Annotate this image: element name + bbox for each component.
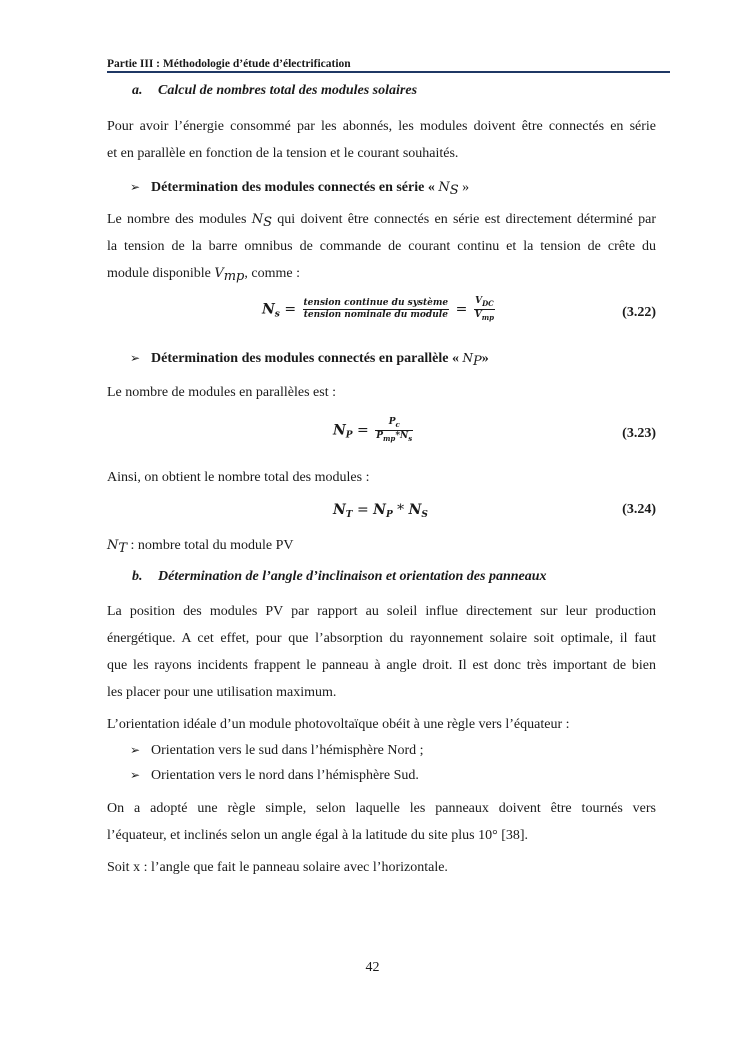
equation-number-3-24: (3.24)	[622, 502, 656, 517]
p2-l3-sub: mp	[223, 269, 245, 284]
eq322-lhs: N	[262, 301, 275, 318]
eq322-vmp-sub: mp	[481, 313, 495, 322]
paragraph-8: Soit x : l’angle que fait le panneau solaire avec l’horizontale.	[107, 860, 448, 875]
bullet-parallel	[130, 349, 489, 371]
p2-l3-sym: V	[214, 266, 224, 281]
p2-l3-b: , comme :	[244, 266, 300, 281]
eq322-equals: =	[279, 301, 301, 318]
p2-l1-sub: S	[263, 215, 273, 230]
paragraph-5-line-4: les placer pour une utilisation maximum.	[107, 685, 337, 700]
eq322-numerator-2	[474, 296, 495, 310]
bullet-parallel-symbol: N	[462, 351, 473, 365]
eq322-denominator: tension nominale du module	[303, 310, 448, 320]
bullet-orient-south-text: Orientation vers le sud dans l’hémisphère Nord ;	[151, 743, 424, 758]
eq323-ns-sub: s	[408, 434, 413, 443]
eq323-lhs: N	[333, 422, 346, 439]
equation-3-22	[262, 296, 497, 323]
equation-3-23	[333, 417, 415, 444]
eq323-fraction	[375, 417, 413, 444]
section-a-heading	[132, 83, 417, 99]
paragraph-1-line-1: Pour avoir l’énergie consommé par les abonnés, les modules doivent être connectés en série	[107, 119, 656, 134]
eq324-equals: =	[352, 502, 374, 518]
bullet-parallel-sub: P	[472, 354, 482, 369]
eq323-ns: N	[400, 431, 409, 441]
eq323-equals: =	[352, 422, 374, 439]
eq323-pmp: P	[376, 431, 383, 441]
eq324-np: N	[373, 502, 386, 518]
arrow-bullet-icon: ➢	[130, 743, 141, 757]
arrow-bullet-icon: ➢	[130, 768, 141, 782]
bullet-orient-south	[130, 741, 424, 760]
nt-sub: T	[118, 541, 128, 556]
paragraph-2-line-1	[107, 206, 656, 233]
paragraph-1	[107, 113, 656, 167]
section-b-title: Détermination de l’angle d’inclinaison et orientation des panneaux	[158, 569, 547, 584]
eq324-times: *	[392, 502, 409, 518]
equation-number-3-22: (3.22)	[622, 305, 656, 320]
p2-l1-sym: N	[251, 212, 264, 227]
page-number: 42	[365, 960, 380, 975]
paragraph-6: L’orientation idéale d’un module photovoltaïque obéit à une règle vers l’équateur :	[107, 717, 570, 732]
eq324-lhs: N	[333, 502, 346, 518]
eq322-vdc-sub: DC	[482, 299, 494, 308]
eq322-lhs-sub: s	[274, 309, 280, 320]
eq323-numerator	[375, 417, 413, 431]
bullet-serie-symbol: N	[438, 180, 450, 195]
eq322-vdc: V	[475, 296, 483, 306]
paragraph-7	[107, 795, 656, 849]
paragraph-5-line-3: que les rayons incidents frappent le panneau à angle droit. Il est donc très important de bien	[107, 658, 656, 673]
paragraph-2-line-2: la tension de la barre omnibus de commande de courant continu et la tension de crête du	[107, 239, 656, 254]
eq324-lhs-sub: T	[345, 510, 353, 520]
eq322-fraction-2	[474, 296, 495, 323]
paragraph-3: Le nombre de modules en parallèles est :	[107, 385, 336, 400]
eq323-times: *	[395, 431, 401, 441]
bullet-orient-north	[130, 766, 419, 785]
section-a-title: Calcul de nombres total des modules solaires	[158, 83, 418, 98]
section-b-heading	[132, 569, 547, 585]
eq324-np-sub: P	[385, 510, 393, 520]
p2-l1-b: qui doivent être connectés en série est directement déterminé par	[272, 212, 656, 227]
bullet-serie-text: Détermination des modules connectés en série «	[151, 180, 439, 195]
bullet-serie-sub: S	[449, 183, 459, 198]
bullet-orient-north-text: Orientation vers le nord dans l’hémisphère Sud.	[151, 768, 419, 783]
paragraph-4: Ainsi, on obtient le nombre total des modules :	[107, 470, 370, 485]
equation-3-24	[333, 502, 428, 520]
eq322-numerator: tension continue du système	[303, 298, 449, 308]
paragraph-5	[107, 598, 656, 706]
arrow-bullet-icon: ➢	[130, 351, 141, 365]
nt-definition	[107, 537, 293, 558]
paragraph-5-line-2: énergétique. A cet effet, pour que l’absorption du rayonnement solaire soit optimale, il faut	[107, 631, 656, 646]
paragraph-7-line-2: l’équateur, et inclinés selon un angle égal à la latitude du site plus 10° [38].	[107, 828, 529, 843]
bullet-serie	[130, 178, 469, 200]
nt-text: : nombre total du module PV	[127, 538, 294, 553]
p2-l1-a: Le nombre des modules	[107, 212, 252, 227]
p2-l3-a: module disponible	[107, 266, 215, 281]
eq324-ns: N	[408, 502, 422, 518]
eq323-pc-sub: c	[395, 420, 400, 429]
paragraph-7-line-1: On a adopté une règle simple, selon laquelle les panneaux doivent être tournés vers	[107, 801, 656, 816]
eq323-lhs-sub: P	[345, 430, 353, 441]
eq322-denominator-2	[474, 310, 495, 323]
page-header: Partie III : Méthodologie d’étude d’électrification	[107, 58, 351, 70]
section-b-label: b.	[132, 569, 143, 584]
paragraph-2-line-3	[107, 260, 656, 287]
section-a-label: a.	[132, 83, 143, 98]
nt-symbol: N	[107, 538, 119, 553]
arrow-bullet-icon: ➢	[130, 180, 141, 194]
paragraph-5-line-1: La position des modules PV par rapport au soleil influe directement sur leur production	[107, 604, 656, 619]
bullet-parallel-text: Détermination des modules connectés en parallèle «	[151, 351, 463, 366]
eq322-equals-2: =	[451, 301, 472, 318]
paragraph-1-line-2: et en parallèle en fonction de la tension et le courant souhaités.	[107, 146, 459, 161]
eq323-pmp-sub: mp	[383, 434, 396, 443]
eq324-ns-sub: S	[421, 510, 428, 520]
eq322-fraction-1	[303, 298, 450, 321]
eq323-pc: P	[388, 417, 396, 427]
paragraph-2	[107, 206, 656, 287]
bullet-serie-close: »	[458, 180, 470, 195]
equation-number-3-23: (3.23)	[622, 426, 656, 441]
eq323-denominator	[375, 431, 413, 444]
eq322-vmp: V	[474, 310, 482, 320]
header-rule	[107, 71, 670, 73]
bullet-parallel-close: »	[481, 351, 489, 366]
